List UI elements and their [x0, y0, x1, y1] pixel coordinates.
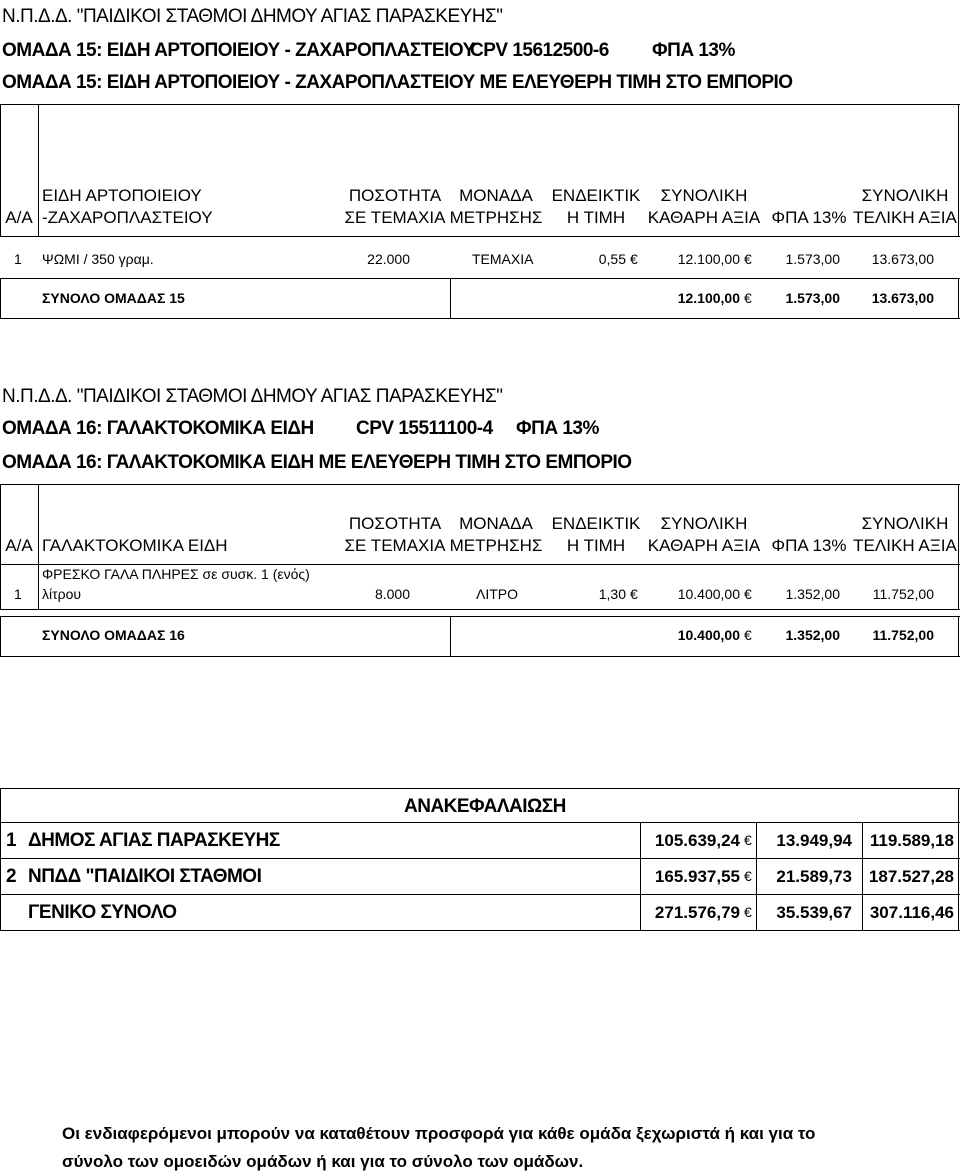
- col-aa: Α/Α: [5, 536, 33, 555]
- row-price: 0,55: [598, 251, 626, 267]
- grand-total-total: 307.116,46: [869, 903, 954, 922]
- sum-total: 13.673,00: [871, 290, 934, 306]
- col-net: ΣΥΝΟΛΙΚΗ ΚΑΘΑΡΗ ΑΞΙΑ: [647, 514, 761, 555]
- row-price: 1,30: [598, 586, 626, 602]
- row-item: ΨΩΜΙ / 350 γραμ.: [42, 251, 154, 267]
- row-unit: ΛΙΤΡΟ: [476, 586, 519, 602]
- row-vat: 1.352,00: [785, 586, 840, 602]
- grand-total-net: 271.576,79: [654, 903, 740, 922]
- summary-total: 187.527,28: [868, 867, 954, 886]
- group-title: ΟΜΑΔΑ 15: ΕΙΔΗ ΑΡΤΟΠΟΙΕΙΟΥ - ΖΑΧΑΡΟΠΛΑΣΤΕΙΟΥ: [2, 40, 475, 61]
- footer-note-line1: Οι ενδιαφερόμενοι μπορούν να καταθέτουν προσφορά για κάθε ομάδα ξεχωριστά ή και για το: [62, 1124, 816, 1143]
- row-item: ΦΡΕΣΚΟ ΓΑΛΑ ΠΛΗΡΕΣ σε συσκ. 1 (ενός): [42, 566, 310, 582]
- org-title: Ν.Π.Δ.Δ. "ΠΑΙΔΙΚΟΙ ΣΤΑΘΜΟΙ ΔΗΜΟΥ ΑΓΙΑΣ ΠΑΡΑΣΚΕΥΗΣ": [2, 386, 503, 407]
- cpv-code: CPV 15612500-6: [470, 40, 609, 61]
- row-qty: 22.000: [367, 251, 410, 267]
- row-total: 11.752,00: [872, 586, 934, 602]
- col-vat: ΦΠΑ 13%: [771, 536, 847, 555]
- vat-label: ΦΠΑ 13%: [516, 418, 599, 439]
- col-price: ΕΝΔΕΙΚΤΙΚ Η ΤΙΜΗ: [551, 186, 641, 227]
- summary-title: ΑΝΑΚΕΦΑΛΑΙΩΣΗ: [404, 796, 566, 817]
- col-qty: ΠΟΣΟΤΗΤΑ ΣΕ ΤΕΜΑΧΙΑ: [344, 514, 446, 555]
- euro-icon: €: [744, 904, 752, 920]
- summary-label: ΔΗΜΟΣ ΑΓΙΑΣ ΠΑΡΑΣΚΕΥΗΣ: [28, 830, 280, 851]
- col-vat: ΦΠΑ 13%: [771, 208, 847, 227]
- euro-icon: €: [744, 868, 752, 884]
- summary-net: 165.937,55: [654, 867, 740, 886]
- col-total: ΣΥΝΟΛΙΚΗ ΤΕΛΙΚΗ ΑΞΙΑ: [853, 514, 957, 555]
- euro-icon: €: [744, 290, 752, 306]
- sum-vat: 1.352,00: [785, 627, 840, 643]
- group-subtitle: ΟΜΑΔΑ 16: ΓΑΛΑΚΤΟΚΟΜΙΚΑ ΕΙΔΗ ΜΕ ΕΛΕΥΘΕΡΗ ΤΙΜΗ ΣΤΟ ΕΜΠΟΡΙΟ: [2, 452, 632, 473]
- group-title: ΟΜΑΔΑ 16: ΓΑΛΑΚΤΟΚΟΜΙΚΑ ΕΙΔΗ: [2, 418, 314, 439]
- sum-label: ΣΥΝΟΛΟ ΟΜΑΔΑΣ 15: [42, 290, 185, 306]
- sum-total: 11.752,00: [872, 627, 934, 643]
- col-total: ΣΥΝΟΛΙΚΗ ΤΕΛΙΚΗ ΑΞΙΑ: [853, 186, 957, 227]
- euro-icon: €: [744, 251, 752, 267]
- euro-icon: €: [744, 832, 752, 848]
- col-net: ΣΥΝΟΛΙΚΗ ΚΑΘΑΡΗ ΑΞΙΑ: [647, 186, 761, 227]
- col-qty: ΠΟΣΟΤΗΤΑ ΣΕ ΤΕΜΑΧΙΑ: [344, 186, 446, 227]
- row-item-cont: λίτρου: [42, 586, 82, 602]
- row-total: 13.673,00: [871, 251, 934, 267]
- grand-total-vat: 35.539,67: [776, 903, 852, 922]
- euro-icon: €: [744, 586, 752, 602]
- col-item: ΓΑΛΑΚΤΟΚΟΜΙΚΑ ΕΙΔΗ: [42, 536, 228, 555]
- euro-icon: €: [744, 627, 752, 643]
- sum-label: ΣΥΝΟΛΟ ΟΜΑΔΑΣ 16: [42, 627, 185, 643]
- vat-label: ΦΠΑ 13%: [652, 40, 735, 61]
- sum-net: 10.400,00: [677, 627, 740, 643]
- euro-icon: €: [630, 586, 638, 602]
- footer-note-line2: σύνολο των ομοειδών ομάδων ή και για το σύνολο των ομάδων.: [62, 1152, 584, 1171]
- col-unit: ΜΟΝΑΔΑ ΜΕΤΡΗΣΗΣ: [449, 514, 543, 555]
- sum-vat: 1.573,00: [785, 290, 840, 306]
- summary-label: ΝΠΔΔ "ΠΑΙΔΙΚΟΙ ΣΤΑΘΜΟΙ: [28, 866, 262, 887]
- group-subtitle: ΟΜΑΔΑ 15: ΕΙΔΗ ΑΡΤΟΠΟΙΕΙΟΥ - ΖΑΧΑΡΟΠΛΑΣΤΕΙΟΥ ΜΕ ΕΛΕΥΘΕΡΗ ΤΙΜΗ ΣΤΟ ΕΜΠΟΡΙΟ: [2, 72, 793, 93]
- col-price: ΕΝΔΕΙΚΤΙΚ Η ΤΙΜΗ: [551, 514, 641, 555]
- row-aa: 1: [14, 586, 22, 602]
- col-unit: ΜΟΝΑΔΑ ΜΕΤΡΗΣΗΣ: [449, 186, 543, 227]
- row-net: 10.400,00: [677, 586, 740, 602]
- org-title: Ν.Π.Δ.Δ. "ΠΑΙΔΙΚΟΙ ΣΤΑΘΜΟΙ ΔΗΜΟΥ ΑΓΙΑΣ ΠΑΡΑΣΚΕΥΗΣ": [2, 6, 503, 27]
- row-unit: ΤΕΜΑΧΙΑ: [472, 251, 534, 267]
- row-aa: 1: [14, 251, 22, 267]
- summary-total: 119.589,18: [869, 831, 954, 850]
- summary-net: 105.639,24: [654, 831, 740, 850]
- summary-aa: 2: [6, 866, 17, 887]
- sum-net: 12.100,00: [677, 290, 740, 306]
- summary-vat: 13.949,94: [776, 831, 852, 850]
- row-vat: 1.573,00: [785, 251, 840, 267]
- summary-vat: 21.589,73: [776, 867, 852, 886]
- row-qty: 8.000: [374, 586, 410, 602]
- cpv-code: CPV 15511100-4: [356, 418, 493, 439]
- col-aa: Α/Α: [5, 208, 33, 227]
- row-net: 12.100,00: [677, 251, 740, 267]
- col-item: ΕΙΔΗ ΑΡΤΟΠΟΙΕΙΟΥ -ΖΑΧΑΡΟΠΛΑΣΤΕΙΟΥ: [42, 186, 213, 227]
- summary-aa: 1: [6, 830, 17, 851]
- grand-total-label: ΓΕΝΙΚΟ ΣΥΝΟΛΟ: [28, 902, 177, 923]
- euro-icon: €: [630, 251, 638, 267]
